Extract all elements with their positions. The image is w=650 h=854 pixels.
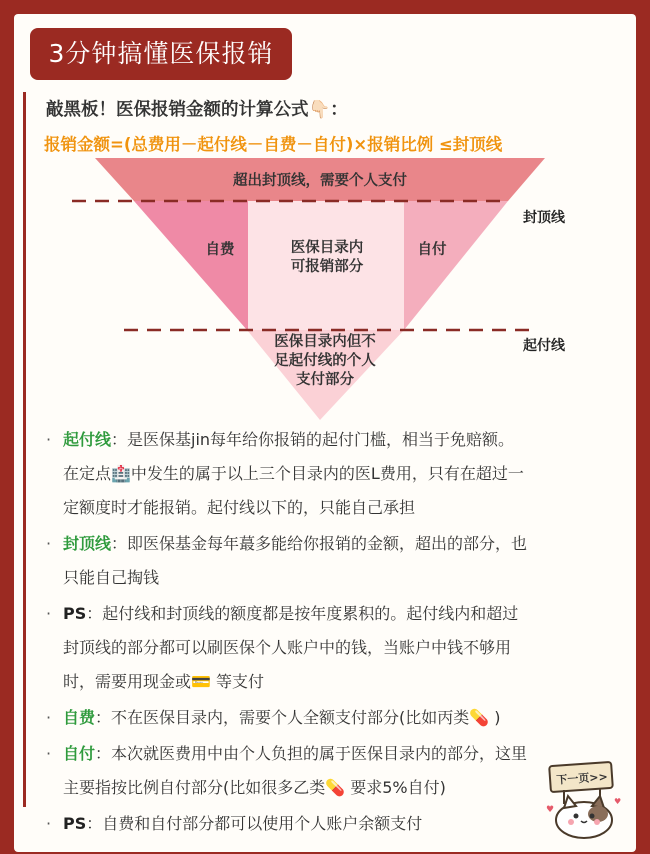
bottom-section-label: 医保目录内但不 足起付线的个人 支付部分 xyxy=(274,334,376,388)
list-item: · 起付线：是医保基jin每年给你报销的起付门槛，相当于免赔额。 在定点🏥中发生的属于以上三个目录内的医L费用，只有在超过一 定额度时才能报销。起付线以下的，只能自己承担 xyxy=(46,430,524,517)
svg-text:♥: ♥ xyxy=(614,797,622,806)
list-item: · PS：起付线和封顶线的额度都是按年度累积的。起付线内和超过 封顶线的部分都可以刷医保个人账户中的钱，当账户中钱不够用 时，需要用现金或💳 等支付 xyxy=(46,604,519,691)
intro-text: 敲黑板！医保报销金额的计算公式👇🏻： xyxy=(46,100,348,120)
list-item: · 封顶线：即医保基金每年蕞多能给你报销的金额，超出的部分，也 只能自己掏钱 xyxy=(46,534,528,587)
page-title: 3分钟搞懂医保报销 xyxy=(30,28,292,80)
svg-text:♥: ♥ xyxy=(546,805,555,815)
right-section-shape xyxy=(404,201,508,330)
item-label: 起付线 xyxy=(63,430,112,449)
formula-text: 报销金额=(总费用－起付线－自费－自付)×报销比例 ≤封顶线 xyxy=(44,135,503,154)
item-label: PS xyxy=(63,814,87,833)
upper-line-label: 封顶线 xyxy=(523,210,565,226)
list-item: · 自付：本次就医费用中由个人负担的属于医保目录内的部分，这里 主要指按比例自付部分(比如很多乙类💊 要求5%自付) xyxy=(46,744,528,797)
left-section-label: 自费 xyxy=(205,242,235,258)
left-section-shape xyxy=(134,201,248,330)
item-label: 自付 xyxy=(63,744,96,763)
definition-list xyxy=(46,423,626,843)
list-item: · PS：自费和自付部分都可以使用个人账户余额支付 xyxy=(46,814,423,833)
list-item: · 自费：不在医保目录内，需要个人全额支付部分(比如丙类💊 ) xyxy=(46,708,501,727)
top-band-label: 超出封顶线，需要个人支付 xyxy=(233,173,407,189)
item-label: PS xyxy=(63,604,87,623)
right-section-label: 自付 xyxy=(417,242,447,258)
item-label: 封顶线 xyxy=(63,534,112,553)
lower-line-label: 起付线 xyxy=(523,338,565,354)
next-page-sticker[interactable] xyxy=(544,760,624,840)
next-page-label: 下一页>> xyxy=(555,770,609,787)
item-label: 自费 xyxy=(63,708,96,727)
center-section-label: 医保目录内 可报销部分 xyxy=(290,240,364,275)
